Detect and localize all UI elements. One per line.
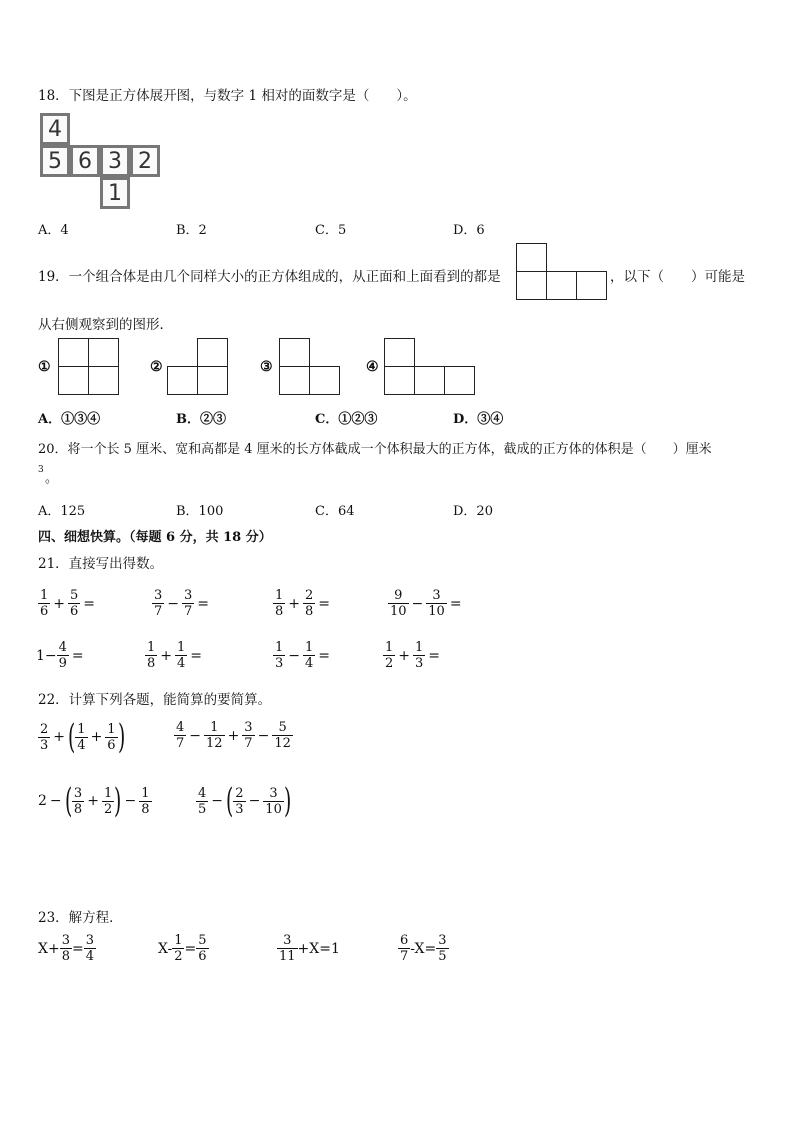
q19-text-2: ，以下（ ）可能是	[610, 269, 745, 285]
q23-equation-2: X- $\frac{1}{2}$ = $\frac{5}{6}$	[158, 933, 207, 964]
q20-option-d[interactable]: D．20	[453, 504, 493, 519]
q21-expr-2: $\frac{3}{7}$ − $\frac{3}{7}$ =	[154, 588, 210, 619]
net-face-top: 4	[40, 113, 70, 145]
q18-text: 18．下图是正方体展开图，与数字 1 相对的面数字是（ ）。	[38, 88, 417, 104]
figure-label-2: ②	[150, 359, 163, 375]
net-face: 6	[70, 145, 100, 177]
q23-equation-4: $\frac{6}{7}$ -X= $\frac{3}{5}$	[400, 933, 447, 964]
section-title: 四、细想快算。（每题 6 分，共 18 分）	[38, 530, 272, 545]
q19-option-a[interactable]: A．①③④	[38, 412, 101, 427]
figure-2	[167, 338, 229, 396]
q22-expr-2: $\frac{4}{7}$ − $\frac{1}{12}$ + $\frac{3}{7}$ − $\frac{5}{12}$	[176, 720, 291, 751]
q21-expr-8: $\frac{1}{2}$ + $\frac{1}{3}$ =	[385, 640, 441, 671]
q20-option-c[interactable]: C．64	[315, 504, 355, 519]
q19-text-3: 从右侧观察到的图形．	[38, 317, 173, 333]
q22-expr-1: $\frac{2}{3}$ + ( $\frac{1}{4}$ + $\frac{1}{6}$ )	[40, 717, 125, 757]
q19-option-d[interactable]: D．③④	[453, 412, 504, 427]
q21-expr-4: $\frac{9}{10}$ − $\frac{3}{10}$ =	[390, 588, 462, 619]
q18-option-c[interactable]: C．5	[315, 223, 347, 238]
q22-expr-3: 2 − ( $\frac{3}{8}$ + $\frac{1}{2}$ ) − $\frac{1}{8}$	[38, 781, 150, 821]
q18-option-d[interactable]: D．6	[453, 223, 485, 238]
figure-label-4: ④	[366, 359, 379, 375]
q21-text: 21．直接写出得数。	[38, 556, 164, 572]
figure-4	[384, 338, 476, 396]
net-face: 3	[100, 145, 130, 177]
q20-unit-exponent: 3	[38, 465, 44, 475]
net-face: 2	[130, 145, 160, 177]
q20-unit-end: 。	[45, 471, 59, 486]
q22-expr-4: $\frac{4}{5}$ − ( $\frac{2}{3}$ − $\frac{3}{10}$ )	[198, 781, 292, 821]
q19-option-b[interactable]: B．②③	[176, 412, 226, 427]
q18-option-a[interactable]: A．4	[38, 223, 69, 238]
net-face: 5	[40, 145, 70, 177]
cube-net-figure	[40, 113, 160, 209]
q21-expr-3: $\frac{1}{8}$ + $\frac{2}{8}$ =	[275, 588, 331, 619]
q21-expr-7: $\frac{1}{3}$ − $\frac{1}{4}$ =	[275, 640, 331, 671]
q21-expr-5: 1− $\frac{4}{9}$ =	[36, 640, 84, 671]
q23-text: 23．解方程．	[38, 910, 123, 926]
q23-equation-3: $\frac{3}{11}$ +X=1	[279, 933, 340, 964]
q20-option-a[interactable]: A．125	[38, 504, 86, 519]
figure-1	[58, 338, 120, 396]
net-face-bottom: 1	[100, 177, 130, 209]
q20-text: 20．将一个长 5 厘米、宽和高都是 4 厘米的长方体截成一个体积最大的正方体，截成的正方体的体积是（ ）厘米	[38, 442, 712, 457]
q19-option-c[interactable]: C．①②③	[315, 412, 378, 427]
q20-option-b[interactable]: B．100	[176, 504, 224, 519]
q21-expr-6: $\frac{1}{8}$ + $\frac{1}{4}$ =	[147, 640, 203, 671]
q18-option-b[interactable]: B．2	[176, 223, 207, 238]
q22-text: 22．计算下列各题，能简算的要简算。	[38, 692, 272, 708]
q23-equation-1: X+ $\frac{3}{8}$ = $\frac{3}{4}$	[38, 933, 94, 964]
figure-3	[279, 338, 341, 396]
view-figure	[516, 243, 608, 301]
figure-label-1: ①	[38, 359, 51, 375]
q21-expr-1: $\frac{1}{6}$ + $\frac{5}{6}$ =	[40, 588, 96, 619]
figure-label-3: ③	[260, 359, 273, 375]
q19-text-1: 19．一个组合体是由几个同样大小的正方体组成的，从正面和上面看到的都是	[38, 269, 501, 285]
